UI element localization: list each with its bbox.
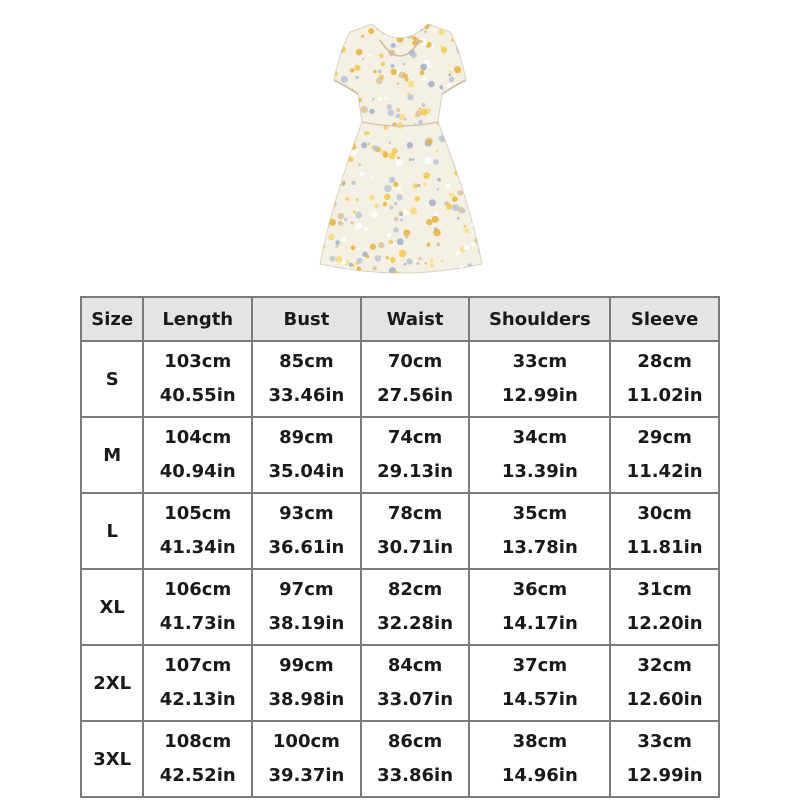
length-cell bbox=[143, 569, 252, 645]
cm-value: 38cm bbox=[512, 731, 568, 752]
shoulders-cell bbox=[469, 417, 610, 493]
inch-value: 33.46in bbox=[268, 385, 345, 406]
floral-midi-dress-icon bbox=[310, 2, 490, 280]
bust-cell bbox=[252, 493, 361, 569]
header-row bbox=[81, 297, 719, 341]
inch-value: 33.07in bbox=[377, 689, 454, 710]
inch-value: 32.28in bbox=[377, 613, 454, 634]
inch-value: 42.52in bbox=[159, 765, 236, 786]
sleeve-cell bbox=[610, 645, 719, 721]
cm-value: 86cm bbox=[387, 731, 443, 752]
cm-value: 36cm bbox=[512, 579, 568, 600]
bust-cell bbox=[252, 417, 361, 493]
inch-value: 11.81in bbox=[626, 537, 703, 558]
sleeve-cell bbox=[610, 417, 719, 493]
inch-value: 41.34in bbox=[159, 537, 236, 558]
table-row bbox=[81, 417, 719, 493]
length-cell bbox=[143, 645, 252, 721]
inch-value: 14.96in bbox=[501, 765, 578, 786]
inch-value: 40.94in bbox=[159, 461, 236, 482]
inch-value: 12.99in bbox=[501, 385, 578, 406]
inch-value: 33.86in bbox=[377, 765, 454, 786]
inch-value: 12.20in bbox=[626, 613, 703, 634]
table-row bbox=[81, 341, 719, 417]
shoulders-cell bbox=[469, 341, 610, 417]
inch-value: 12.99in bbox=[626, 765, 703, 786]
cm-value: 34cm bbox=[512, 427, 568, 448]
inch-value: 38.98in bbox=[268, 689, 345, 710]
table-row bbox=[81, 721, 719, 797]
inch-value: 35.04in bbox=[268, 461, 345, 482]
bust-cell bbox=[252, 569, 361, 645]
inch-value: 30.71in bbox=[377, 537, 454, 558]
length-cell bbox=[143, 341, 252, 417]
size-label: XL bbox=[81, 569, 143, 645]
waist-cell bbox=[361, 493, 470, 569]
inch-value: 14.17in bbox=[501, 613, 578, 634]
sleeve-cell bbox=[610, 569, 719, 645]
cm-value: 37cm bbox=[512, 655, 568, 676]
waist-cell bbox=[361, 569, 470, 645]
inch-value: 11.42in bbox=[626, 461, 703, 482]
cm-value: 70cm bbox=[387, 351, 443, 372]
cm-value: 105cm bbox=[164, 503, 232, 524]
size-label: 3XL bbox=[81, 721, 143, 797]
dress-shape bbox=[310, 2, 490, 280]
table-row bbox=[81, 493, 719, 569]
cm-value: 32cm bbox=[637, 655, 692, 676]
cm-value: 35cm bbox=[512, 503, 568, 524]
inch-value: 29.13in bbox=[377, 461, 454, 482]
size-chart-table bbox=[80, 296, 720, 798]
cm-value: 33cm bbox=[637, 731, 692, 752]
inch-value: 12.60in bbox=[626, 689, 703, 710]
shoulders-cell bbox=[469, 493, 610, 569]
cm-value: 93cm bbox=[279, 503, 334, 524]
inch-value: 38.19in bbox=[268, 613, 345, 634]
table-row bbox=[81, 645, 719, 721]
shoulders-cell bbox=[469, 569, 610, 645]
cm-value: 103cm bbox=[164, 351, 232, 372]
sleeve-cell bbox=[610, 721, 719, 797]
sleeve-cell bbox=[610, 341, 719, 417]
header-length: Length bbox=[143, 297, 252, 341]
inch-value: 14.57in bbox=[501, 689, 578, 710]
cm-value: 108cm bbox=[164, 731, 232, 752]
length-cell bbox=[143, 417, 252, 493]
size-label: S bbox=[81, 341, 143, 417]
waist-cell bbox=[361, 417, 470, 493]
bust-cell bbox=[252, 645, 361, 721]
inch-value: 40.55in bbox=[159, 385, 236, 406]
bust-cell bbox=[252, 341, 361, 417]
table-row bbox=[81, 569, 719, 645]
cm-value: 74cm bbox=[387, 427, 443, 448]
inch-value: 36.61in bbox=[268, 537, 345, 558]
bust-cell bbox=[252, 721, 361, 797]
inch-value: 11.02in bbox=[626, 385, 703, 406]
shoulders-cell bbox=[469, 645, 610, 721]
inch-value: 13.78in bbox=[501, 537, 578, 558]
header-waist: Waist bbox=[361, 297, 470, 341]
cm-value: 31cm bbox=[637, 579, 692, 600]
waist-cell bbox=[361, 721, 470, 797]
cm-value: 28cm bbox=[637, 351, 692, 372]
inch-value: 42.13in bbox=[159, 689, 236, 710]
header-bust: Bust bbox=[252, 297, 361, 341]
cm-value: 82cm bbox=[387, 579, 443, 600]
header-size: Size bbox=[81, 297, 143, 341]
sleeve-cell bbox=[610, 493, 719, 569]
cm-value: 85cm bbox=[279, 351, 334, 372]
cm-value: 97cm bbox=[279, 579, 334, 600]
header-sleeve: Sleeve bbox=[610, 297, 719, 341]
size-label: 2XL bbox=[81, 645, 143, 721]
cm-value: 30cm bbox=[637, 503, 692, 524]
cm-value: 107cm bbox=[164, 655, 232, 676]
cm-value: 89cm bbox=[279, 427, 334, 448]
header-shoulders: Shoulders bbox=[469, 297, 610, 341]
shoulders-cell bbox=[469, 721, 610, 797]
inch-value: 39.37in bbox=[268, 765, 345, 786]
waist-cell bbox=[361, 645, 470, 721]
inch-value: 41.73in bbox=[159, 613, 236, 634]
cm-value: 84cm bbox=[387, 655, 443, 676]
cm-value: 78cm bbox=[387, 503, 443, 524]
size-label: L bbox=[81, 493, 143, 569]
size-label: M bbox=[81, 417, 143, 493]
inch-value: 27.56in bbox=[377, 385, 454, 406]
cm-value: 104cm bbox=[164, 427, 232, 448]
length-cell bbox=[143, 721, 252, 797]
cm-value: 33cm bbox=[512, 351, 568, 372]
waist-cell bbox=[361, 341, 470, 417]
cm-value: 99cm bbox=[279, 655, 334, 676]
cm-value: 29cm bbox=[637, 427, 692, 448]
length-cell bbox=[143, 493, 252, 569]
cm-value: 106cm bbox=[164, 579, 232, 600]
inch-value: 13.39in bbox=[501, 461, 578, 482]
cm-value: 100cm bbox=[272, 731, 340, 752]
